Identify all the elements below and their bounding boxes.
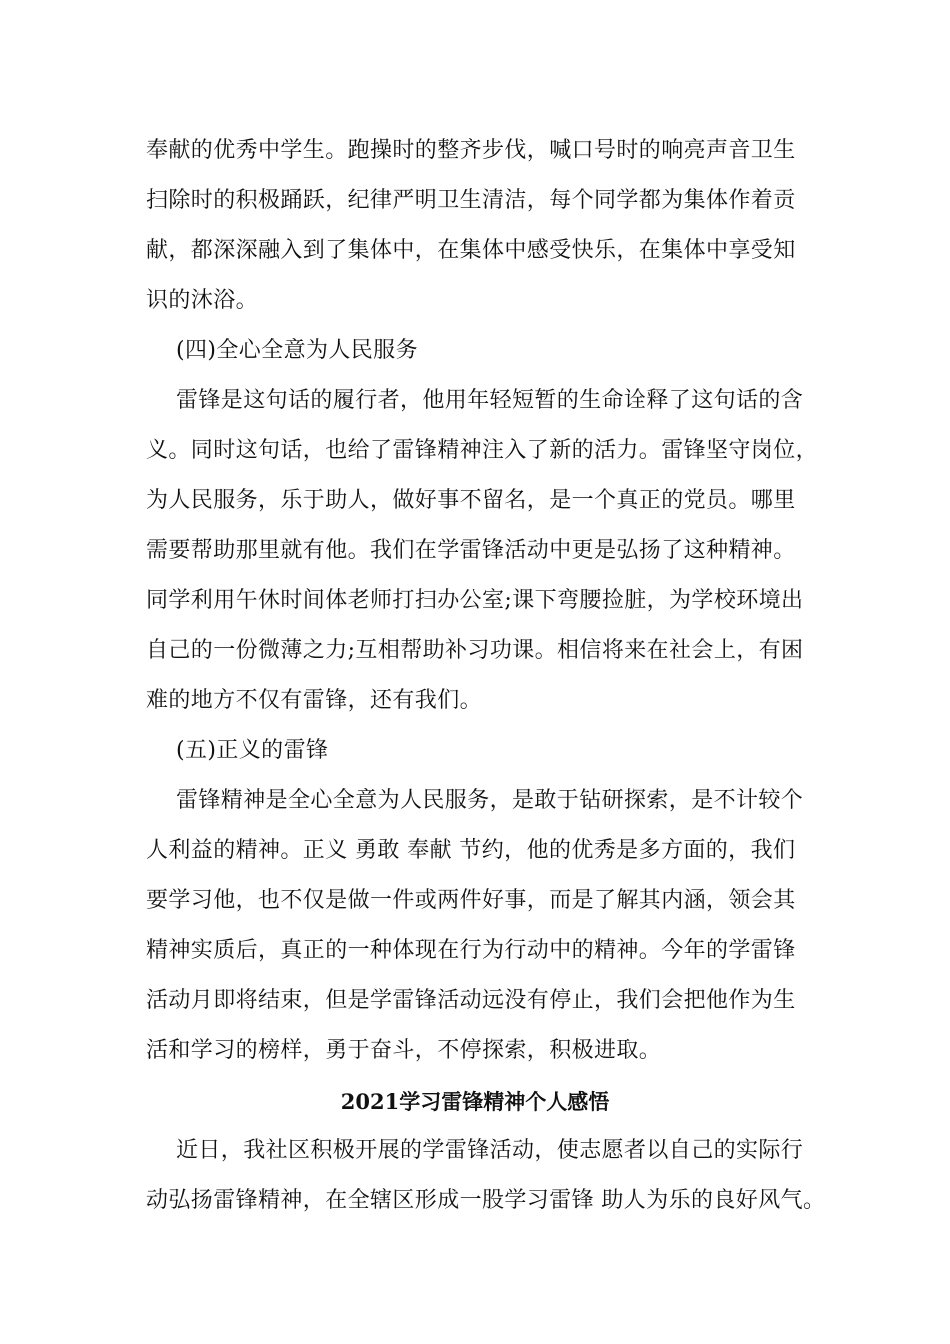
text-line-8: 为人民服务，乐于助人，做好事不留名，是一个真正的党员。哪里 (146, 488, 796, 513)
closing-line-1: 近日，我社区积极开展的学雷锋活动，使志愿者以自己的实际行 (176, 1138, 804, 1163)
text-line-2: 扫除时的积极踊跃，纪律严明卫生清洁，每个同学都为集体作着贡 (146, 188, 796, 213)
text-line-4: 识的沐浴。 (146, 288, 259, 313)
text-line-3: 献，都深深融入到了集体中，在集体中感受快乐，在集体中享受知 (146, 238, 796, 263)
article-title: 2021学习雷锋精神个人感悟 (340, 1089, 610, 1114)
text-line-19: 活和学习的榜样，勇于奋斗，不停探索，积极进取。 (146, 1038, 662, 1063)
text-line-17: 精神实质后，真正的一种体现在行为行动中的精神。今年的学雷锋 (146, 938, 796, 963)
text-line-7: 义。同时这句话，也给了雷锋精神注入了新的活力。雷锋坚守岗位， (146, 438, 819, 463)
section-heading-four: (四)全心全意为人民服务 (176, 338, 418, 363)
text-line-6: 雷锋是这句话的履行者，他用年轻短暂的生命诠释了这句话的含 (176, 388, 804, 413)
section-heading-five: (五)正义的雷锋 (176, 738, 329, 763)
text-line-1: 奉献的优秀中学生。跑操时的整齐步伐，喊口号时的响亮声音卫生 (146, 138, 796, 163)
text-line-14: 雷锋精神是全心全意为人民服务，是敢于钻研探索，是不计较个 (176, 788, 804, 813)
closing-line-2: 动弘扬雷锋精神，在全辖区形成一股学习雷锋 助人为乐的良好风气。 (146, 1188, 826, 1213)
text-line-15: 人利益的精神。正义 勇敢 奉献 节约，他的优秀是多方面的，我们 (146, 838, 796, 863)
text-line-12: 难的地方不仅有雷锋，还有我们。 (146, 688, 483, 713)
text-line-18: 活动月即将结束，但是学雷锋活动远没有停止，我们会把他作为生 (146, 988, 796, 1013)
text-line-16: 要学习他，也不仅是做一件或两件好事，而是了解其内涵，领会其 (146, 888, 796, 913)
text-line-11: 自己的一份微薄之力;互相帮助补习功课。相信将来在社会上，有困 (146, 638, 804, 663)
text-line-10: 同学利用午休时间体老师打扫办公室;课下弯腰捡脏，为学校环境出 (146, 588, 804, 613)
text-line-9: 需要帮助那里就有他。我们在学雷锋活动中更是弘扬了这种精神。 (146, 538, 796, 563)
